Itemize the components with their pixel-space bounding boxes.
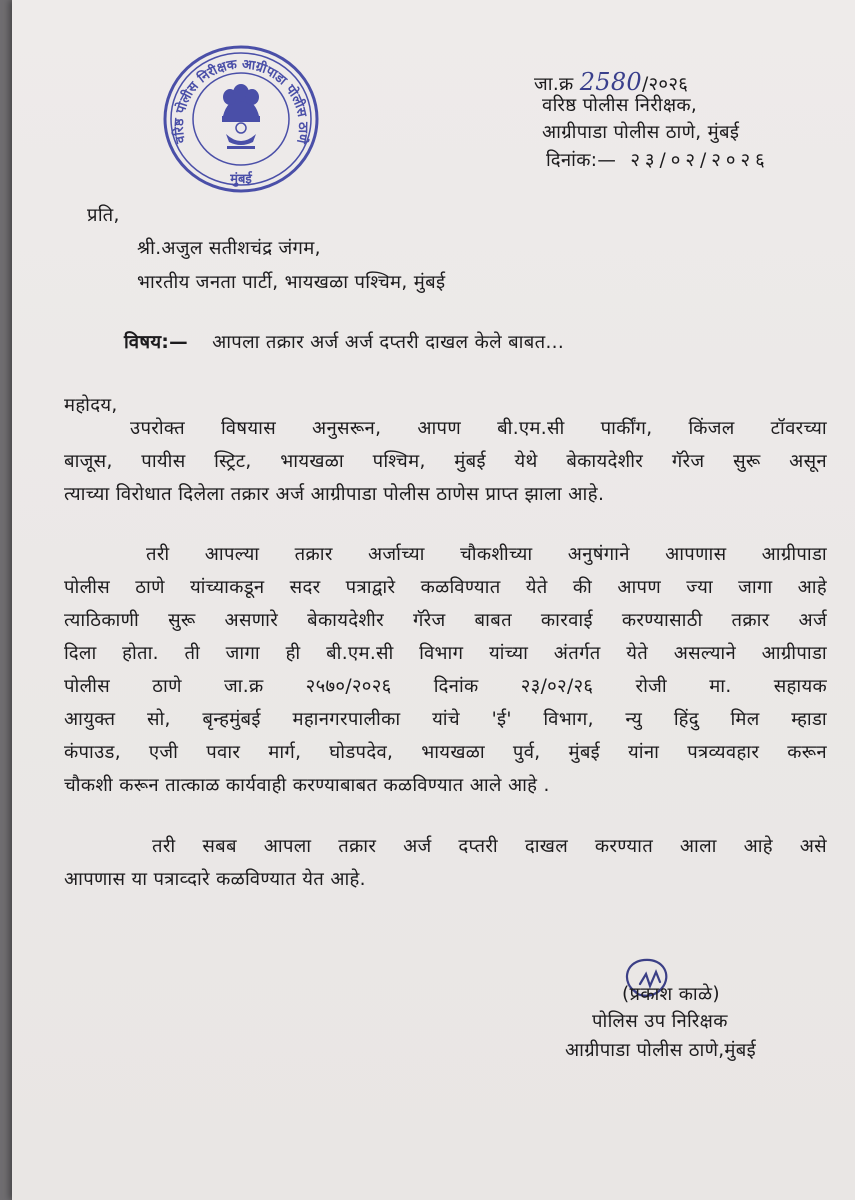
ref-prefix: जा.क्र [534,74,574,95]
signatory-name: (प्रकाश काळे) [622,984,720,1005]
para2-line3: त्याठिकाणी सुरू असणारे बेकायदेशीर गॅरेज बाबत कारवाई करण्यासाठी तक्रार अर्ज [64,610,827,631]
office: आग्रीपाडा पोलीस ठाणे, मुंबई [542,122,740,143]
signatory-office: आग्रीपाडा पोलीस ठाणे,मुंबई [565,1040,757,1061]
para3-line1: तरी सबब आपला तक्रार अर्ज दप्तरी दाखल करण्यात आला आहे असे [152,836,827,857]
ref-line [534,70,688,95]
para1-line2: बाजूस, पायीस स्ट्रिट, भायखळा पश्चिम, मुंबई येथे बेकायदेशीर गॅरेज सुरू असून [64,451,827,472]
para2-line4: दिला होता. ती जागा ही बी.एम.सी विभाग यांच्या अंतर्गत येते असल्याने आग्रीपाडा [64,643,827,664]
para2-line6: आयुक्त सो, बृन्हमुंबई महानगरपालीका यांचे 'ई' विभाग, न्यु हिंदु मिल म्हाडा [64,709,827,730]
emblem-icon [222,84,260,149]
salutation: महोदय, [64,395,118,416]
para2-line5: पोलीस ठाणे जा.क्र २५७०/२०२६ दिनांक २३/०२/२६ रोजी मा. सहायक [64,676,827,697]
police-stamp [160,42,322,196]
ref-number-handwritten: 2580 [579,68,642,96]
recipient-name: श्री.अजुल सतीशचंद्र जंगम, [137,238,321,259]
date-line [546,152,770,171]
stamp-city: मुंबई [230,172,252,187]
para2-line2: पोलीस ठाणे यांच्याकडून सदर पत्राद्वारे कळविण्यात येते की आपण ज्या जागा आहे [64,577,827,598]
stamp-ring-text: वरिष्ठ पोलीस निरीक्षक आग्रीपाडा पोलीस ठाणे [171,57,311,145]
para1-line1: उपरोक्त विषयास अनुसरून, आपण बी.एम.सी पार्कींग, किंजल टॉवरच्या [130,418,827,439]
subject-text: आपला तक्रार अर्ज अर्ज दप्तरी दाखल केले बाबत... [212,332,565,353]
para3-line2: आपणास या पत्राव्दारे कळविण्यात येत आहे. [64,869,366,890]
para1-line3: त्याच्या विरोधात दिलेला तक्रार अर्ज आग्रीपाडा पोलीस ठाणेस प्राप्त झाला आहे. [64,484,605,505]
designation: वरिष्ठ पोलीस निरीक्षक, [542,95,698,116]
subject-label: विषय:— [124,332,188,353]
recipient-org: भारतीय जनता पार्टी, भायखळा पश्चिम, मुंबई [137,272,446,293]
date-value: २३/०२/२०२६ [630,150,770,171]
letter-sheet [12,0,855,1200]
ref-year: /२०२६ [641,74,689,95]
para2-line8: चौकशी करून तात्काळ कार्यवाही करण्याबाबत कळविण्यात आले आहे . [64,775,550,796]
to-label: प्रति, [87,205,120,226]
para2-line7: कंपाउड, एजी पवार मार्ग, घोडपदेव, भायखळा पुर्व, मुंबई यांना पत्रव्यवहार करून [64,742,827,763]
para2-line1: तरी आपल्या तक्रार अर्जाच्या चौकशीच्या अनुषंगाने आपणास आग्रीपाडा [146,544,827,565]
subject-line [124,334,564,353]
signatory-designation: पोलिस उप निरिक्षक [592,1011,728,1032]
date-label: दिनांक:— [546,150,617,171]
